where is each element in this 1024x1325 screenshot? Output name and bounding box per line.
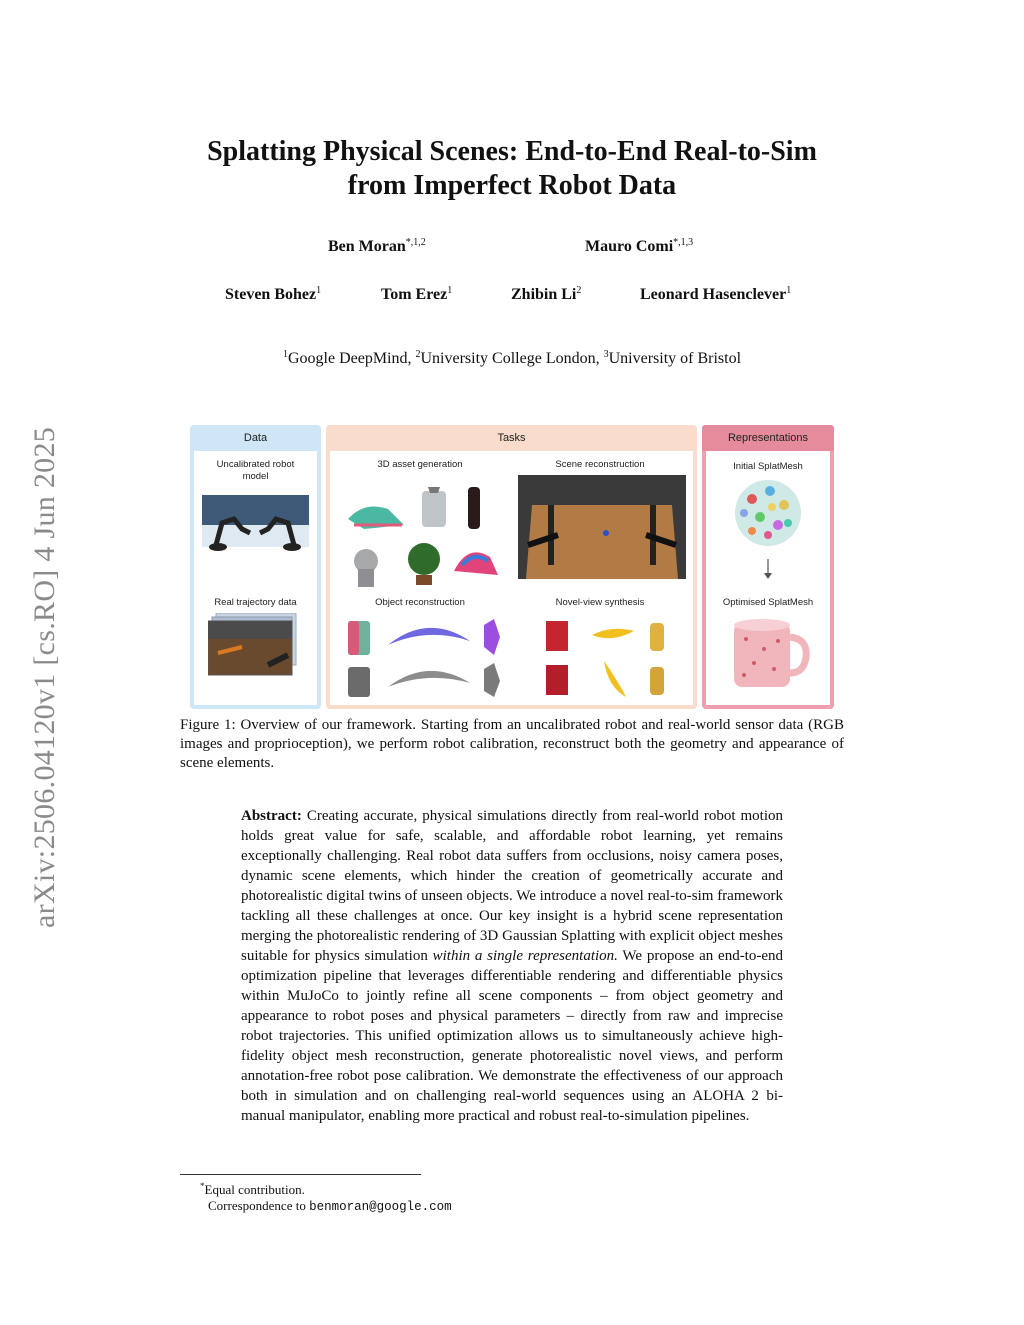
representations-panel-header: Representations — [702, 425, 834, 451]
label-scene-reconstruction: Scene reconstruction — [555, 459, 645, 470]
tasks-panel — [326, 425, 697, 709]
trajectory-frames-image — [208, 613, 304, 677]
affiliations: $^1$Google DeepMind, $^2$University College London, $^3$University of Bristol — [282, 349, 742, 367]
label-optimised-splatmesh: Optimised SplatMesh — [722, 597, 814, 608]
correspondence-email[interactable]: benmoran@google.com — [309, 1200, 452, 1214]
data-panel — [190, 425, 321, 709]
scene-reconstruction-image — [518, 475, 686, 579]
label-uncalibrated: Uncalibrated robot model — [216, 459, 295, 482]
footnote: *Equal contribution. Correspondence to benmoran@google.com — [200, 1181, 452, 1214]
abstract-text-2: We propose an end-to-end optimization pipeline that leverages differentiable rendering and differentiable physics within MuJoCo to jointly refine all scene components – from object geometry and appearance to robot poses and physical parameters – directly from raw and imprecise robot trajectories. This unified optimization allows us to simultaneously achieve high-fidelity object mesh reconstruction, generate photorealistic novel views, and perform annotation-free robot pose calibration. We demonstrate the effectiveness of our approach both in simulation and on challenging real-world sequences using an ALOHA 2 bi-manual manipulator, enabling more practical and robust real-to-simulation pipelines. — [241, 948, 784, 1124]
robot-model-image — [202, 495, 309, 555]
abstract — [241, 806, 783, 1126]
asset-generation-image — [344, 479, 514, 591]
author-5: Zhibin Li$^2$ — [511, 285, 582, 303]
initial-splatmesh-image — [732, 477, 804, 549]
figure-caption: Figure 1: Overview of our framework. Starting from an uncalibrated robot and real-world sensor data (RGB images and proprioception), we perform robot calibration, reconstruct both the geometry and appearance of scene elements. — [180, 717, 844, 771]
footnote-equal: Equal contribution. — [204, 1182, 305, 1197]
data-panel-header: Data — [243, 432, 268, 444]
label-initial-splatmesh: Initial SplatMesh — [733, 461, 803, 472]
label-real-trajectory: Real trajectory data — [214, 597, 297, 608]
paper-title — [120, 135, 904, 203]
arrow-down-icon — [762, 559, 774, 581]
abstract-label: Abstract: — [241, 808, 302, 824]
abstract-text-1: Creating accurate, physical simulations directly from real-world robot motion holds great value for safe, scalable, and affordable robot learning, yet remains exceptionally challenging. Real robot data suffers from occlusions, noisy camera poses, dynamic scene elements, which hinder the creation of geometrically accurate and photorealistic digital twins of unseen objects. We introduce a novel real-to-sim framework tackling all these challenges at once. Our key insight is a hybrid scene representation merging the photorealistic rendering of 3D Gaussian Splatting with explicit object meshes suitable for physics simulation — [241, 808, 783, 964]
label-novel-view: Novel-view synthesis — [555, 597, 645, 608]
author-3: Steven Bohez$^1$ — [225, 285, 322, 303]
abstract-italic: within a single representation. — [432, 948, 618, 964]
representations-panel — [702, 425, 834, 709]
author-1: Ben Moran$^{*,1,2}$ — [328, 237, 426, 255]
label-object-reconstruction: Object reconstruction — [375, 597, 465, 608]
arxiv-identifier: arXiv:2506.04120v1 [cs.RO] 4 Jun 2025 — [28, 426, 61, 928]
tasks-panel-header: Tasks — [497, 432, 526, 444]
label-asset-generation: 3D asset generation — [377, 459, 463, 470]
arxiv-sidebar — [22, 368, 62, 928]
title-line-2: from Imperfect Robot Data — [347, 170, 677, 201]
novel-view-image — [526, 617, 686, 701]
author-2: Mauro Comi$^{*,1,3}$ — [585, 237, 694, 255]
optimised-splatmesh-image — [728, 615, 812, 691]
author-4: Tom Erez$^1$ — [381, 285, 453, 303]
title-line-1: Splatting Physical Scenes: End-to-End Real-to-Sim — [207, 136, 817, 167]
author-6: Leonard Hasenclever$^1$ — [640, 285, 792, 303]
overview-figure — [190, 425, 834, 709]
footnote-rule — [180, 1174, 421, 1175]
object-reconstruction-image — [344, 617, 514, 701]
